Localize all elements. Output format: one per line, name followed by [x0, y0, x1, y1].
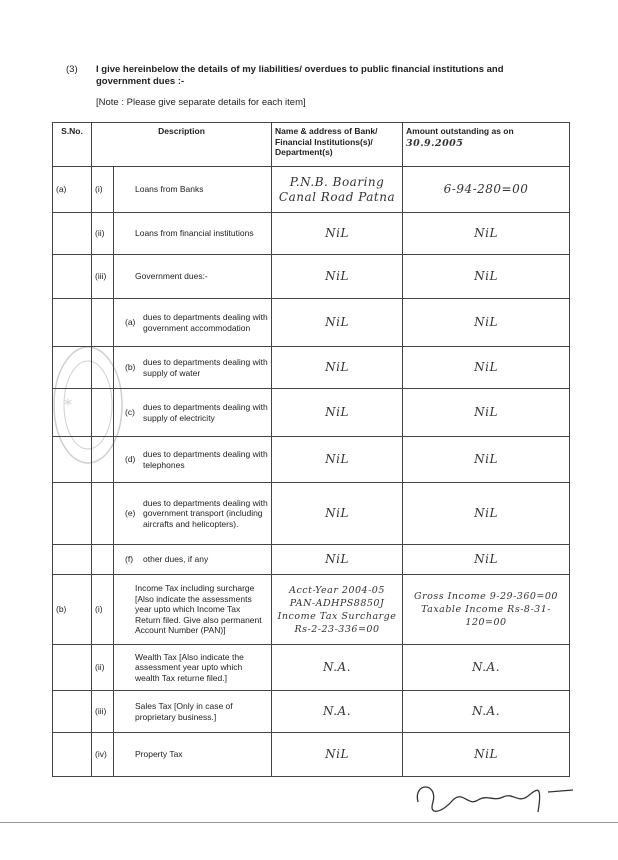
amount-cell: NiL: [403, 437, 570, 483]
sub-item-letter: (f): [125, 554, 134, 565]
sub-item-letter: (d): [125, 454, 136, 465]
item-number-cell: (iii): [92, 691, 114, 733]
amount-cell: N.A.: [403, 645, 570, 691]
sno-cell: [53, 299, 92, 347]
table-row: [53, 645, 570, 691]
description-text: dues to departments dealing with supply of water: [143, 357, 268, 378]
table-row: [53, 389, 570, 437]
sno-cell: [53, 389, 92, 437]
sno-cell: [53, 483, 92, 545]
description-cell: [114, 691, 272, 733]
table-row: [53, 575, 570, 645]
table-row: [53, 167, 570, 213]
item-number-cell: [92, 437, 114, 483]
bank-cell: NiL: [272, 733, 403, 777]
item-number-cell: (ii): [92, 645, 114, 691]
amount-cell: Gross Income 9-29-360=00 Taxable Income Rs-8-31-120=00: [403, 575, 570, 645]
table-row: [53, 255, 570, 299]
bank-cell: NiL: [272, 545, 403, 575]
item-number-cell: (iii): [92, 255, 114, 299]
bank-cell: N.A.: [272, 645, 403, 691]
table-row: [53, 299, 570, 347]
description-cell: [114, 167, 272, 213]
sno-cell: (b): [53, 575, 92, 645]
bank-cell: NiL: [272, 255, 403, 299]
description-cell: [114, 733, 272, 777]
header-amount-prefix: Amount outstanding as on: [406, 126, 514, 136]
note-text: [Note : Please give separate details for each item]: [96, 97, 306, 108]
sno-cell: [53, 255, 92, 299]
item-number-cell: [92, 347, 114, 389]
sub-item-letter: (e): [125, 508, 136, 519]
description-text: dues to departments dealing with supply of electricity: [143, 402, 268, 423]
description-text: dues to departments dealing with government transport (including aircrafts and helicopters).: [143, 497, 268, 529]
description-text: Property Tax: [135, 749, 183, 760]
description-text: other dues, if any: [143, 554, 209, 565]
item-number-cell: [92, 483, 114, 545]
item-number-cell: (i): [92, 575, 114, 645]
description-cell: [114, 213, 272, 255]
table-row: [53, 213, 570, 255]
sub-item-letter: (b): [125, 362, 136, 373]
table-row: [53, 545, 570, 575]
table-row: [53, 437, 570, 483]
sno-cell: [53, 691, 92, 733]
item-number: (3): [66, 64, 78, 75]
amount-cell: NiL: [403, 213, 570, 255]
description-text: Sales Tax [Only in case of proprietary business.]: [135, 701, 233, 722]
bank-cell: NiL: [272, 437, 403, 483]
description-cell: [114, 645, 272, 691]
svg-text:*: *: [64, 395, 72, 414]
table-row: [53, 483, 570, 545]
table-row: [53, 733, 570, 777]
bank-cell: NiL: [272, 299, 403, 347]
amount-cell: NiL: [403, 255, 570, 299]
signature: [408, 772, 578, 822]
header-amount: [403, 123, 570, 167]
header-description: Description: [92, 123, 272, 167]
sub-item-letter: (a): [125, 317, 136, 328]
description-text: Loans from Banks: [135, 184, 204, 195]
bank-cell: P.N.B. Boaring Canal Road Patna: [272, 167, 403, 213]
description-cell: [114, 545, 272, 575]
description-cell: [114, 389, 272, 437]
description-cell: [114, 347, 272, 389]
intro-text: I give hereinbelow the details of my liabilities/ overdues to public financial institutions and government dues :-: [96, 64, 504, 87]
bank-cell: NiL: [272, 213, 403, 255]
sno-cell: (a): [53, 167, 92, 213]
item-number-cell: (ii): [92, 213, 114, 255]
liabilities-table: [52, 122, 570, 777]
item-number-cell: [92, 389, 114, 437]
sno-cell: [53, 733, 92, 777]
description-text: Loans from financial institutions: [135, 228, 254, 239]
amount-cell: 6-94-280=00: [403, 167, 570, 213]
item-number-cell: (i): [92, 167, 114, 213]
sno-cell: [53, 437, 92, 483]
sno-cell: [53, 545, 92, 575]
description-text: Income Tax including surcharge [Also indicate the assessments year upto which Income Tax Return filed. Give also permanent Account Number (PAN)]: [135, 583, 262, 636]
header-amount-date: 30.9.2005: [406, 137, 464, 149]
bank-cell: NiL: [272, 483, 403, 545]
description-text: Wealth Tax [Also indicate the assessment year upto which wealth Tax returne filed.]: [135, 651, 244, 683]
description-cell: [114, 255, 272, 299]
bank-cell: Acct-Year 2004-05 PAN-ADHPS8850J Income Tax Surcharge Rs-2-23-336=00: [272, 575, 403, 645]
sno-cell: [53, 347, 92, 389]
amount-cell: NiL: [403, 483, 570, 545]
amount-cell: N.A.: [403, 691, 570, 733]
amount-cell: NiL: [403, 389, 570, 437]
bottom-rule: [0, 822, 618, 823]
header-sno: S.No.: [53, 123, 92, 167]
description-cell: [114, 299, 272, 347]
description-cell: [114, 483, 272, 545]
bank-cell: NiL: [272, 389, 403, 437]
amount-cell: NiL: [403, 733, 570, 777]
description-text: Government dues:-: [135, 271, 208, 282]
item-number-cell: [92, 299, 114, 347]
amount-cell: NiL: [403, 545, 570, 575]
description-cell: [114, 575, 272, 645]
sno-cell: [53, 213, 92, 255]
table-row: [53, 347, 570, 389]
description-text: dues to departments dealing with government accommodation: [143, 312, 268, 333]
header-bank: Name & address of Bank/ Financial Institutions(s)/ Department(s): [272, 123, 403, 167]
amount-cell: NiL: [403, 347, 570, 389]
bank-cell: N.A.: [272, 691, 403, 733]
amount-cell: NiL: [403, 299, 570, 347]
description-cell: [114, 437, 272, 483]
sub-item-letter: (c): [125, 407, 135, 418]
table-row: [53, 691, 570, 733]
item-number-cell: (iv): [92, 733, 114, 777]
description-text: dues to departments dealing with telephones: [143, 449, 268, 470]
sno-cell: [53, 645, 92, 691]
item-number-cell: [92, 545, 114, 575]
bank-cell: NiL: [272, 347, 403, 389]
